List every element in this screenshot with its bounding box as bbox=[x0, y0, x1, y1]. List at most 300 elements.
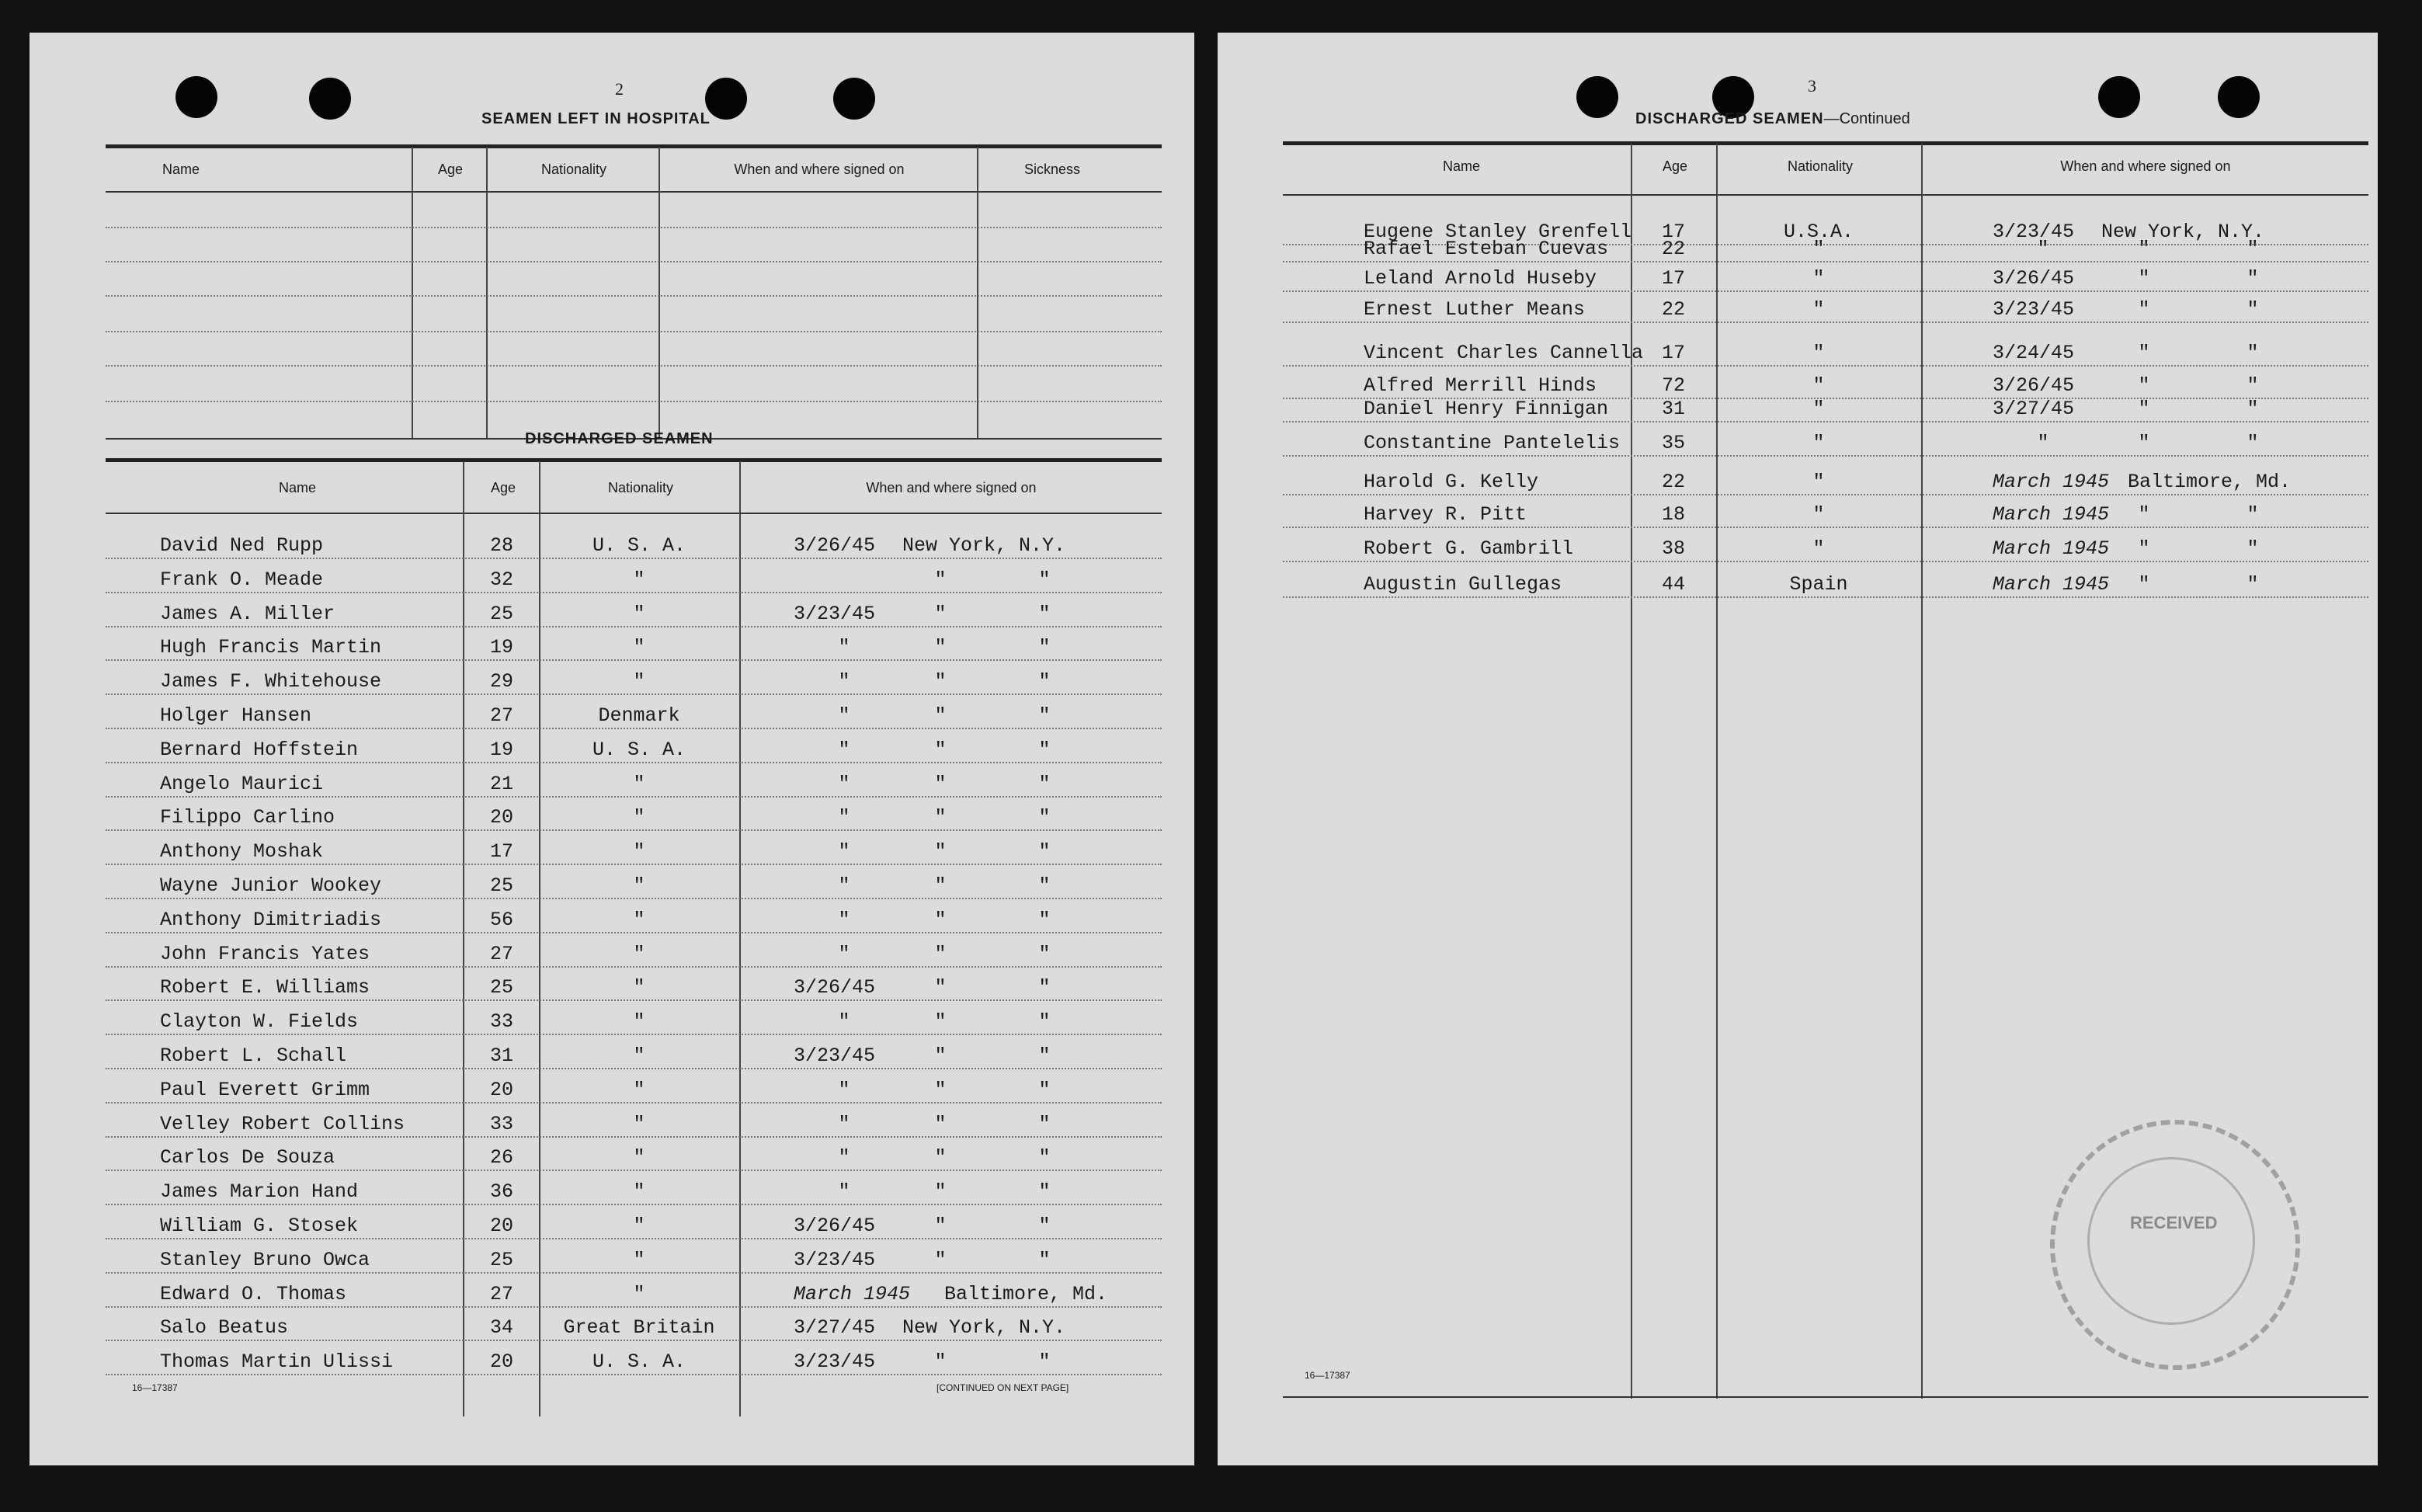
signed-on-date: " bbox=[838, 772, 850, 795]
signed-on-date: " bbox=[838, 1078, 850, 1101]
ditto-mark: " bbox=[1038, 1248, 1051, 1271]
ditto-mark: " bbox=[934, 568, 947, 591]
signed-on-date: 3/24/45 bbox=[1993, 342, 2075, 364]
ditto-mark: " bbox=[934, 976, 947, 999]
dotted-rule bbox=[106, 1340, 1162, 1341]
seaman-age: 19 bbox=[489, 636, 513, 659]
punch-hole bbox=[175, 76, 217, 118]
seaman-nationality: " bbox=[633, 568, 645, 591]
signed-on-date: 3/23/45 bbox=[794, 1248, 876, 1271]
dotted-rule bbox=[106, 1204, 1162, 1205]
seaman-name: Constantine Pantelelis bbox=[1364, 432, 1621, 454]
ditto-mark: " bbox=[1038, 1078, 1051, 1101]
column-header-name: Name bbox=[278, 480, 316, 495]
seaman-nationality: U.S.A. bbox=[1783, 221, 1854, 243]
ditto-mark: " bbox=[1038, 874, 1051, 897]
seaman-nationality: " bbox=[1812, 267, 1825, 290]
seaman-age: 38 bbox=[1661, 537, 1685, 560]
column-header-signed-on: When and where signed on bbox=[734, 162, 905, 177]
dotted-rule bbox=[1283, 421, 2368, 422]
seaman-nationality: " bbox=[633, 1282, 645, 1305]
dotted-rule bbox=[106, 693, 1162, 695]
signed-on-date: 3/26/45 bbox=[794, 534, 876, 557]
signed-on-date: 3/27/45 bbox=[1993, 398, 2075, 420]
seaman-name: Vincent Charles Cannella bbox=[1364, 342, 1644, 364]
seaman-name: Salo Beatus bbox=[160, 1316, 289, 1340]
seaman-nationality: " bbox=[633, 908, 645, 931]
column-header-nationality: Nationality bbox=[540, 162, 607, 177]
column-header-signed-on: When and where signed on bbox=[2060, 158, 2231, 174]
ditto-mark: " bbox=[934, 1215, 947, 1237]
ditto-mark: " bbox=[1038, 840, 1051, 864]
dotted-rule bbox=[1283, 290, 2368, 292]
ditto-mark: " bbox=[2138, 432, 2150, 454]
dotted-rule bbox=[106, 1102, 1162, 1104]
table-row bbox=[106, 836, 1162, 867]
seaman-age: 26 bbox=[489, 1146, 513, 1170]
signed-on-date: March 1945 bbox=[1993, 471, 2110, 493]
ditto-mark: " bbox=[2247, 238, 2259, 260]
column-header-nationality: Nationality bbox=[607, 480, 674, 495]
column-divider bbox=[412, 147, 413, 439]
ditto-mark: " bbox=[2138, 267, 2150, 290]
seaman-nationality: " bbox=[633, 670, 645, 693]
signed-on-date: " bbox=[838, 704, 850, 727]
form-number: 16—17387 bbox=[1305, 1370, 1350, 1381]
ditto-mark: " bbox=[934, 806, 947, 829]
column-divider bbox=[977, 147, 978, 439]
ditto-mark: " bbox=[1038, 568, 1051, 591]
column-header-age: Age bbox=[1662, 158, 1688, 174]
table-row bbox=[1283, 294, 2368, 325]
signed-on-date: March 1945 bbox=[1993, 537, 2110, 560]
column-header-signed-on: When and where signed on bbox=[866, 480, 1037, 495]
table-row bbox=[1283, 427, 2368, 458]
table-row bbox=[106, 598, 1162, 629]
dotted-rule bbox=[1283, 322, 2368, 323]
ditto-mark: " bbox=[934, 704, 947, 727]
seaman-name: Angelo Maurici bbox=[160, 772, 324, 795]
page-title bbox=[1635, 110, 1910, 128]
dotted-rule bbox=[1283, 494, 2368, 495]
signed-on-date: " bbox=[838, 1112, 850, 1135]
seaman-age: 33 bbox=[489, 1112, 513, 1135]
table-row bbox=[106, 1176, 1162, 1207]
table-row bbox=[106, 1312, 1162, 1343]
table-row bbox=[106, 1108, 1162, 1139]
ditto-mark: " bbox=[934, 772, 947, 795]
signed-on-date: " bbox=[838, 874, 850, 897]
dotted-rule bbox=[106, 1306, 1162, 1308]
seaman-name: Velley Robert Collins bbox=[160, 1112, 405, 1135]
seaman-age: 20 bbox=[489, 806, 513, 829]
dotted-rule bbox=[106, 1170, 1162, 1171]
column-divider bbox=[658, 147, 660, 439]
seaman-nationality: " bbox=[1812, 398, 1825, 420]
ditto-mark: " bbox=[2247, 432, 2259, 454]
seaman-nationality: " bbox=[633, 1146, 645, 1170]
ditto-mark: " bbox=[2138, 342, 2150, 364]
seaman-nationality: U. S. A. bbox=[592, 738, 686, 761]
seaman-nationality: " bbox=[633, 976, 645, 999]
dotted-rule bbox=[106, 966, 1162, 968]
table-row bbox=[106, 768, 1162, 799]
seaman-age: 31 bbox=[489, 1044, 513, 1067]
seaman-age: 17 bbox=[1661, 221, 1685, 243]
seaman-nationality: " bbox=[633, 602, 645, 625]
dotted-rule bbox=[106, 592, 1162, 593]
ditto-mark: " bbox=[1038, 1350, 1051, 1374]
column-divider bbox=[1716, 144, 1718, 1399]
dotted-rule bbox=[106, 1374, 1162, 1375]
seaman-nationality: " bbox=[633, 636, 645, 659]
seaman-name: Robert L. Schall bbox=[160, 1044, 347, 1067]
seaman-nationality: " bbox=[1812, 537, 1825, 560]
title-suffix: —Continued bbox=[1823, 110, 1910, 127]
seaman-name: Carlos De Souza bbox=[160, 1146, 335, 1170]
seaman-name: John Francis Yates bbox=[160, 942, 370, 965]
table-row bbox=[1283, 568, 2368, 600]
signed-on-date: March 1945 bbox=[794, 1282, 911, 1305]
signed-on-date: March 1945 bbox=[1993, 573, 2110, 596]
table-row bbox=[1283, 393, 2368, 424]
seaman-age: 34 bbox=[489, 1316, 513, 1340]
dotted-rule bbox=[106, 365, 1162, 367]
dotted-rule bbox=[106, 626, 1162, 627]
ditto-mark: " bbox=[1038, 1010, 1051, 1034]
table-rule bbox=[1283, 141, 2368, 145]
form-number: 16—17387 bbox=[132, 1382, 178, 1393]
ditto-mark: " bbox=[1038, 1215, 1051, 1237]
ditto-mark: " bbox=[1038, 738, 1051, 761]
seaman-age: 22 bbox=[1661, 298, 1685, 321]
title-main: DISCHARGED SEAMEN bbox=[1635, 110, 1824, 127]
table-row bbox=[106, 1278, 1162, 1309]
column-header-sickness: Sickness bbox=[1023, 162, 1081, 177]
seaman-age: 22 bbox=[1661, 471, 1685, 493]
ditto-mark: " bbox=[2138, 537, 2150, 560]
seaman-nationality: " bbox=[1812, 503, 1825, 526]
seaman-nationality: U. S. A. bbox=[592, 1350, 686, 1374]
table-rule bbox=[106, 458, 1162, 462]
table-row bbox=[106, 564, 1162, 595]
signed-on-place: New York, N.Y. bbox=[2101, 221, 2265, 243]
signed-on-date: March 1945 bbox=[1993, 503, 2110, 526]
dotted-rule bbox=[106, 898, 1162, 899]
seaman-age: 17 bbox=[1661, 342, 1685, 364]
seaman-name: Wayne Junior Wookey bbox=[160, 874, 382, 897]
dotted-rule bbox=[106, 1272, 1162, 1274]
dotted-rule bbox=[106, 728, 1162, 729]
punch-hole bbox=[1576, 76, 1618, 118]
right-page bbox=[1218, 33, 2378, 1465]
ditto-mark: " bbox=[934, 602, 947, 625]
seaman-nationality: " bbox=[633, 840, 645, 864]
ditto-mark: " bbox=[2138, 238, 2150, 260]
column-divider bbox=[1921, 144, 1923, 1399]
column-header-age: Age bbox=[437, 162, 464, 177]
column-header-nationality: Nationality bbox=[1787, 158, 1854, 174]
table-row bbox=[106, 801, 1162, 832]
seaman-name: Edward O. Thomas bbox=[160, 1282, 347, 1305]
seaman-age: 27 bbox=[489, 1282, 513, 1305]
dotted-rule bbox=[106, 864, 1162, 865]
signed-on-date: 3/23/45 bbox=[794, 602, 876, 625]
ditto-mark: " bbox=[2247, 573, 2259, 596]
seaman-nationality: U. S. A. bbox=[592, 534, 686, 557]
dotted-rule bbox=[106, 796, 1162, 798]
column-header-name: Name bbox=[1442, 158, 1480, 174]
ditto-mark: " bbox=[1038, 1112, 1051, 1135]
dotted-rule bbox=[1283, 365, 2368, 367]
seaman-nationality: " bbox=[633, 806, 645, 829]
discharged-section-title: DISCHARGED SEAMEN bbox=[525, 430, 714, 447]
signed-on-date: " bbox=[838, 1180, 850, 1204]
seaman-name: Anthony Dimitriadis bbox=[160, 908, 382, 931]
signed-on-date: 3/23/45 bbox=[794, 1350, 876, 1374]
ditto-mark: " bbox=[1038, 670, 1051, 693]
seaman-nationality: " bbox=[1812, 471, 1825, 493]
table-row bbox=[106, 1074, 1162, 1105]
ditto-mark: " bbox=[1038, 636, 1051, 659]
table-row bbox=[106, 938, 1162, 969]
dotted-rule bbox=[106, 932, 1162, 933]
seaman-name: Rafael Esteban Cuevas bbox=[1364, 238, 1609, 260]
table-row bbox=[1283, 337, 2368, 368]
column-divider bbox=[486, 147, 488, 439]
ditto-mark: " bbox=[2138, 298, 2150, 321]
table-row bbox=[106, 972, 1162, 1003]
ditto-mark: " bbox=[1038, 942, 1051, 965]
seaman-nationality: " bbox=[633, 1180, 645, 1204]
ditto-mark: " bbox=[934, 908, 947, 931]
seaman-nationality: " bbox=[1812, 298, 1825, 321]
table-row bbox=[106, 1346, 1162, 1377]
signed-on-place: New York, N.Y. bbox=[902, 1316, 1066, 1340]
seaman-name: Leland Arnold Huseby bbox=[1364, 267, 1597, 290]
signed-on-date: 3/23/45 bbox=[1993, 221, 2075, 243]
seaman-age: 72 bbox=[1661, 374, 1685, 397]
table-rule bbox=[1283, 194, 2368, 196]
left-page bbox=[30, 33, 1194, 1465]
ditto-mark: " bbox=[1038, 704, 1051, 727]
table-row bbox=[106, 1142, 1162, 1173]
signed-on-date: " bbox=[838, 840, 850, 864]
seaman-name: David Ned Rupp bbox=[160, 534, 324, 557]
punch-hole bbox=[705, 78, 747, 120]
table-rule bbox=[1283, 1396, 2368, 1398]
dotted-rule bbox=[106, 829, 1162, 831]
ditto-mark: " bbox=[934, 1350, 947, 1374]
seaman-age: 27 bbox=[489, 942, 513, 965]
column-header-age: Age bbox=[490, 480, 516, 495]
seaman-name: Augustin Gullegas bbox=[1364, 573, 1562, 596]
signed-on-date: " bbox=[838, 908, 850, 931]
dotted-rule bbox=[106, 558, 1162, 559]
seaman-age: 28 bbox=[489, 534, 513, 557]
seaman-name: James F. Whitehouse bbox=[160, 670, 382, 693]
seaman-name: Thomas Martin Ulissi bbox=[160, 1350, 394, 1374]
dotted-rule bbox=[106, 401, 1162, 402]
seaman-name: Alfred Merrill Hinds bbox=[1364, 374, 1597, 397]
seaman-age: 44 bbox=[1661, 573, 1685, 596]
seaman-age: 35 bbox=[1661, 432, 1685, 454]
seaman-age: 19 bbox=[489, 738, 513, 761]
table-row bbox=[106, 530, 1162, 561]
punch-hole bbox=[833, 78, 875, 120]
signed-on-place: New York, N.Y. bbox=[902, 534, 1066, 557]
seaman-age: 31 bbox=[1661, 398, 1685, 420]
seaman-nationality: " bbox=[1812, 238, 1825, 260]
signed-on-date: 3/26/45 bbox=[1993, 267, 2075, 290]
seaman-nationality: " bbox=[633, 874, 645, 897]
table-row bbox=[106, 666, 1162, 697]
ditto-mark: " bbox=[1038, 602, 1051, 625]
seaman-name: Frank O. Meade bbox=[160, 568, 324, 591]
dotted-rule bbox=[106, 1068, 1162, 1069]
seaman-age: 56 bbox=[489, 908, 513, 931]
table-row bbox=[1283, 499, 2368, 530]
dotted-rule bbox=[106, 762, 1162, 763]
dotted-rule bbox=[106, 1034, 1162, 1035]
ditto-mark: " bbox=[2247, 298, 2259, 321]
seaman-name: Filippo Carlino bbox=[160, 806, 335, 829]
page-number: 2 bbox=[615, 79, 624, 99]
signed-on-date: 3/23/45 bbox=[794, 1044, 876, 1067]
seaman-age: 20 bbox=[489, 1215, 513, 1237]
signed-on-date: " bbox=[838, 738, 850, 761]
signed-on-date: 3/23/45 bbox=[1993, 298, 2075, 321]
ditto-mark: " bbox=[1038, 806, 1051, 829]
seaman-nationality: " bbox=[633, 942, 645, 965]
ditto-mark: " bbox=[1038, 1146, 1051, 1170]
signed-on-date: " bbox=[838, 806, 850, 829]
table-row bbox=[106, 734, 1162, 765]
seaman-name: Eugene Stanley Grenfell bbox=[1364, 221, 1632, 243]
signed-on-date: " bbox=[838, 942, 850, 965]
dotted-rule bbox=[1283, 455, 2368, 457]
seaman-nationality: " bbox=[633, 1112, 645, 1135]
table-row bbox=[1283, 262, 2368, 294]
seaman-age: 25 bbox=[489, 976, 513, 999]
seaman-name: William G. Stosek bbox=[160, 1215, 359, 1237]
ditto-mark: " bbox=[934, 1010, 947, 1034]
seaman-age: 17 bbox=[489, 840, 513, 864]
ditto-mark: " bbox=[2138, 573, 2150, 596]
signed-on-date: " bbox=[838, 1146, 850, 1170]
seaman-name: James Marion Hand bbox=[160, 1180, 359, 1204]
seaman-age: 36 bbox=[489, 1180, 513, 1204]
table-rule bbox=[106, 144, 1162, 148]
seaman-nationality: " bbox=[633, 1215, 645, 1237]
ditto-mark: " bbox=[934, 942, 947, 965]
ditto-mark: " bbox=[1038, 976, 1051, 999]
signed-on-place: Baltimore, Md. bbox=[944, 1282, 1108, 1305]
seaman-name: Robert E. Williams bbox=[160, 976, 370, 999]
seaman-age: 25 bbox=[489, 602, 513, 625]
signed-on-date: " bbox=[2037, 238, 2049, 260]
seaman-nationality: " bbox=[1812, 374, 1825, 397]
ditto-mark: " bbox=[1038, 1180, 1051, 1204]
ditto-mark: " bbox=[934, 1078, 947, 1101]
seaman-age: 27 bbox=[489, 704, 513, 727]
ditto-mark: " bbox=[934, 1146, 947, 1170]
seaman-nationality: " bbox=[1812, 342, 1825, 364]
received-stamp-inner bbox=[2087, 1157, 2255, 1325]
signed-on-date: 3/26/45 bbox=[1993, 374, 2075, 397]
dotted-rule bbox=[106, 999, 1162, 1001]
dotted-rule bbox=[1283, 527, 2368, 528]
seaman-name: Bernard Hoffstein bbox=[160, 738, 359, 761]
ditto-mark: " bbox=[2138, 374, 2150, 397]
seaman-nationality: " bbox=[1812, 432, 1825, 454]
dotted-rule bbox=[106, 295, 1162, 297]
seaman-age: 20 bbox=[489, 1078, 513, 1101]
seaman-nationality: " bbox=[633, 1078, 645, 1101]
table-row bbox=[106, 1244, 1162, 1275]
ditto-mark: " bbox=[2247, 342, 2259, 364]
table-row bbox=[106, 1006, 1162, 1037]
seaman-age: 29 bbox=[489, 670, 513, 693]
table-row bbox=[1283, 466, 2368, 497]
dotted-rule bbox=[106, 1238, 1162, 1239]
seaman-name: Anthony Moshak bbox=[160, 840, 324, 864]
seaman-age: 20 bbox=[489, 1350, 513, 1374]
signed-on-date: 3/26/45 bbox=[794, 1215, 876, 1237]
seaman-age: 17 bbox=[1661, 267, 1685, 290]
table-row bbox=[106, 870, 1162, 901]
seaman-nationality: Denmark bbox=[598, 704, 680, 727]
table-row bbox=[1283, 233, 2368, 264]
seaman-age: 33 bbox=[489, 1010, 513, 1034]
dotted-rule bbox=[106, 1136, 1162, 1138]
dotted-rule bbox=[106, 659, 1162, 661]
ditto-mark: " bbox=[934, 636, 947, 659]
ditto-mark: " bbox=[2247, 398, 2259, 420]
ditto-mark: " bbox=[2138, 503, 2150, 526]
signed-on-date: " bbox=[2037, 432, 2049, 454]
ditto-mark: " bbox=[1038, 772, 1051, 795]
dotted-rule bbox=[1283, 596, 2368, 598]
seaman-name: Clayton W. Fields bbox=[160, 1010, 359, 1034]
seaman-age: 25 bbox=[489, 874, 513, 897]
ditto-mark: " bbox=[934, 738, 947, 761]
seaman-name: Harold G. Kelly bbox=[1364, 471, 1539, 493]
seaman-nationality: " bbox=[633, 1248, 645, 1271]
signed-on-date: " bbox=[838, 636, 850, 659]
seaman-nationality: Great Britain bbox=[563, 1316, 715, 1340]
table-rule bbox=[106, 513, 1162, 514]
dotted-rule bbox=[1283, 561, 2368, 562]
seaman-name: Stanley Bruno Owca bbox=[160, 1248, 370, 1271]
seaman-nationality: " bbox=[633, 772, 645, 795]
punch-hole bbox=[2098, 76, 2140, 118]
seaman-age: 21 bbox=[489, 772, 513, 795]
ditto-mark: " bbox=[934, 1180, 947, 1204]
seaman-age: 25 bbox=[489, 1248, 513, 1271]
table-row bbox=[1283, 533, 2368, 564]
seaman-nationality: " bbox=[633, 1044, 645, 1067]
table-row bbox=[106, 1040, 1162, 1071]
ditto-mark: " bbox=[934, 1044, 947, 1067]
seaman-name: Ernest Luther Means bbox=[1364, 298, 1586, 321]
stamp-text: RECEIVED bbox=[2130, 1213, 2218, 1232]
dotted-rule bbox=[106, 331, 1162, 332]
ditto-mark: " bbox=[934, 840, 947, 864]
seaman-name: Hugh Francis Martin bbox=[160, 636, 382, 659]
seaman-name: Paul Everett Grimm bbox=[160, 1078, 370, 1101]
punch-hole bbox=[2218, 76, 2260, 118]
